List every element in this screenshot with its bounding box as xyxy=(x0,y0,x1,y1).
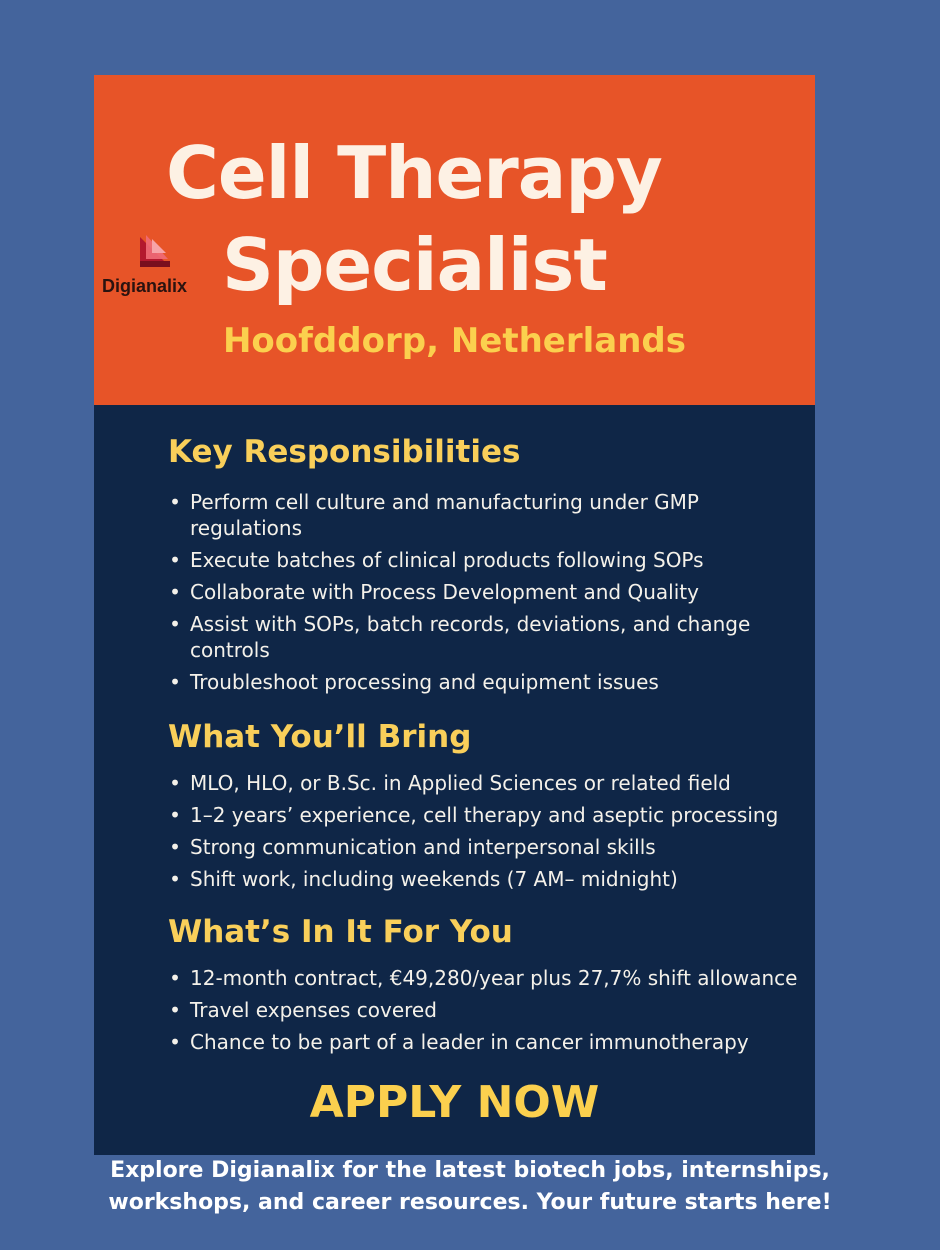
footer-line1: Explore Digianalix for the latest biotech jobs, internships, xyxy=(110,1158,830,1183)
bullet-dot-icon: • xyxy=(169,803,181,827)
list-item-text: Chance to be part of a leader in cancer immunotherapy xyxy=(190,1030,749,1054)
digianalix-logo-icon xyxy=(132,233,178,273)
bullet-dot-icon: • xyxy=(169,580,181,604)
bullet-dot-icon: • xyxy=(169,771,181,795)
bullet-dot-icon: • xyxy=(169,966,181,990)
footer-line2: workshops, and career resources. Your future starts here! xyxy=(108,1190,832,1215)
digianalix-logo xyxy=(102,233,212,303)
list-item xyxy=(168,611,798,663)
bullet-dot-icon: • xyxy=(169,548,181,572)
bullet-dot-icon: • xyxy=(169,670,181,694)
list-item xyxy=(168,965,798,991)
list-item xyxy=(168,997,798,1023)
bullet-dot-icon: • xyxy=(169,998,181,1022)
list-item-text: 1–2 years’ experience, cell therapy and aseptic processing xyxy=(190,803,779,827)
list-item-text: Strong communication and interpersonal skills xyxy=(190,835,656,859)
list-item xyxy=(168,547,798,573)
list-item-text: 12-month contract, €49,280/year plus 27,7% shift allowance xyxy=(190,966,798,990)
benefits-list xyxy=(168,965,798,1061)
list-item-text: Collaborate with Process Development and Quality xyxy=(190,580,699,604)
list-item-text: Execute batches of clinical products following SOPs xyxy=(190,548,704,572)
list-item xyxy=(168,489,798,541)
section-title-responsibilities: Key Responsibilities xyxy=(168,434,521,470)
bullet-dot-icon: • xyxy=(169,1030,181,1054)
bullet-dot-icon: • xyxy=(169,612,181,636)
list-item-text: Travel expenses covered xyxy=(190,998,437,1022)
bullet-dot-icon: • xyxy=(169,835,181,859)
list-item-text: Troubleshoot processing and equipment issues xyxy=(190,670,659,694)
list-item xyxy=(168,834,798,860)
section-title-benefits: What’s In It For You xyxy=(168,914,513,950)
bullet-dot-icon: • xyxy=(169,490,181,514)
list-item xyxy=(168,1029,798,1055)
list-item-text: MLO, HLO, or B.Sc. in Applied Sciences or related field xyxy=(190,771,731,795)
poster-header xyxy=(94,75,815,405)
list-item-text: Assist with SOPs, batch records, deviations, and change controls xyxy=(190,612,751,662)
list-item xyxy=(168,669,798,695)
list-item xyxy=(168,866,798,892)
responsibilities-list xyxy=(168,489,798,701)
logo-text: Digianalix xyxy=(102,276,188,296)
job-title xyxy=(166,127,806,311)
bullet-dot-icon: • xyxy=(169,867,181,891)
list-item xyxy=(168,770,798,796)
footer-text xyxy=(20,1155,920,1219)
section-title-bring: What You’ll Bring xyxy=(168,719,472,755)
job-title-line2: Specialist xyxy=(222,223,607,307)
job-location: Hoofddorp, Netherlands xyxy=(222,321,687,361)
list-item-text: Perform cell culture and manufacturing under GMP regulations xyxy=(190,490,699,540)
list-item xyxy=(168,579,798,605)
list-item-text: Shift work, including weekends (7 AM– midnight) xyxy=(190,867,678,891)
job-title-line1: Cell Therapy xyxy=(166,131,662,215)
bring-list xyxy=(168,770,798,898)
apply-now-button[interactable]: APPLY NOW xyxy=(309,1077,600,1128)
poster-body xyxy=(94,405,815,1155)
list-item xyxy=(168,802,798,828)
job-poster xyxy=(94,75,815,1155)
